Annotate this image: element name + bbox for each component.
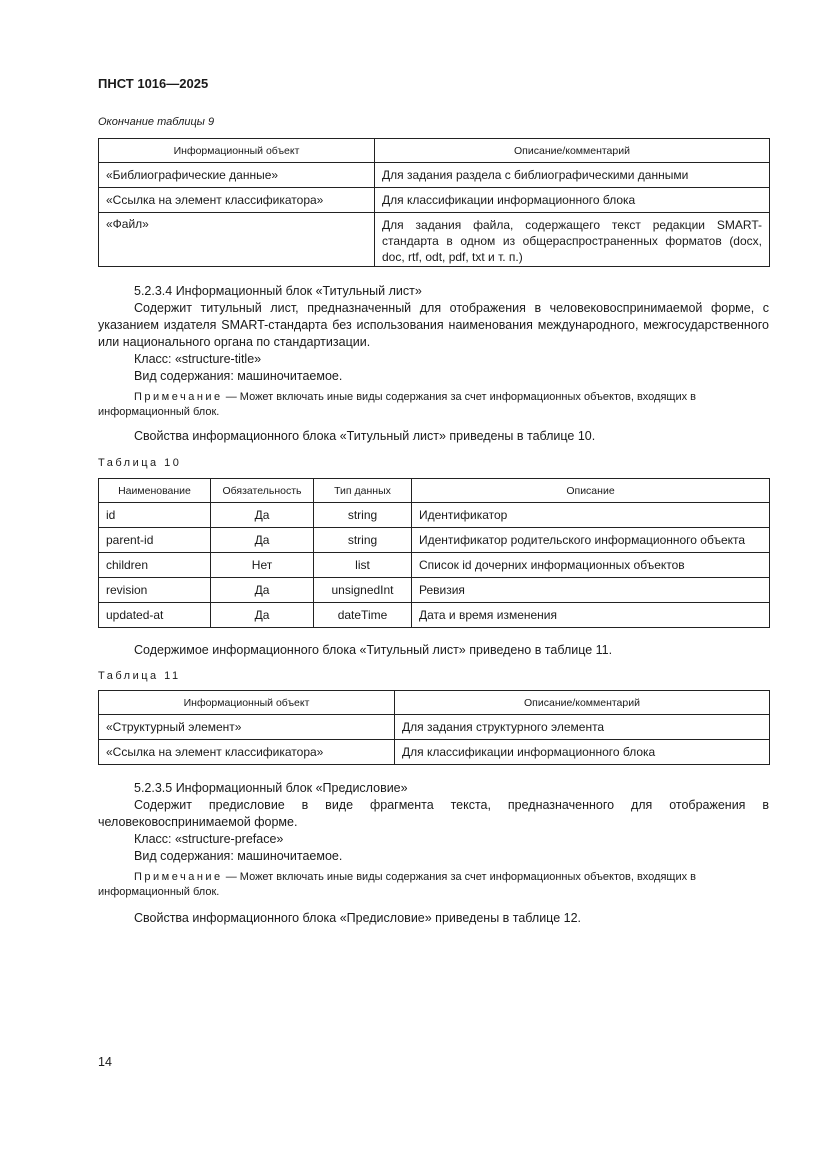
table-header-row xyxy=(99,691,770,715)
table-cell: Для задания раздела с библиографическими данными xyxy=(375,163,770,188)
table10-reference xyxy=(98,428,769,445)
table-cell: «Ссылка на элемент классификатора» xyxy=(99,740,395,765)
section-heading: 5.2.3.4 Информационный блок «Титульный лист» xyxy=(134,284,422,298)
table-cell: Нет xyxy=(211,553,314,578)
class-line: Класс: «structure-preface» xyxy=(134,832,284,846)
table-row xyxy=(99,578,770,603)
table-header-row xyxy=(99,139,770,163)
table-cell: Для задания структурного элемента xyxy=(395,715,770,740)
table-row xyxy=(99,163,770,188)
reference-text: Свойства информационного блока «Предисловие» приведены в таблице 12. xyxy=(134,911,582,925)
table-cell: «Ссылка на элемент классификатора» xyxy=(99,188,375,213)
section-description: Содержит предисловие в виде фрагмента текста, предназначенного для отображения в человековоспринимаемой форме. xyxy=(98,798,769,829)
note-5234 xyxy=(98,390,769,420)
table-11 xyxy=(98,690,770,765)
table-row xyxy=(99,553,770,578)
table11-caption: Таблица 11 xyxy=(98,670,181,682)
note-label: Примечание xyxy=(134,871,223,883)
table-row xyxy=(99,503,770,528)
table-cell: children xyxy=(99,553,211,578)
table9-continuation-label: Окончание таблицы 9 xyxy=(98,116,215,128)
class-line: Класс: «structure-title» xyxy=(134,352,262,366)
table-cell: «Структурный элемент» xyxy=(99,715,395,740)
content-type-line: Вид содержания: машиночитаемое. xyxy=(134,849,343,863)
document-header: ПНСТ 1016—2025 xyxy=(98,76,209,91)
table-cell: Для классификации информационного блока xyxy=(395,740,770,765)
table-header-row xyxy=(99,479,770,503)
table-cell: Да xyxy=(211,528,314,553)
table-cell: list xyxy=(314,553,412,578)
table-cell: Идентификатор родительского информационного объекта xyxy=(412,528,770,553)
table-cell: unsignedInt xyxy=(314,578,412,603)
table-header-cell: Тип данных xyxy=(314,479,412,503)
note-label: Примечание xyxy=(134,391,223,403)
table-cell: Да xyxy=(211,603,314,628)
table-10 xyxy=(98,478,770,628)
table-header-cell: Описание/комментарий xyxy=(395,691,770,715)
table-cell: parent-id xyxy=(99,528,211,553)
table-cell: Для классификации информационного блока xyxy=(375,188,770,213)
table-row xyxy=(99,715,770,740)
table-cell: updated-at xyxy=(99,603,211,628)
note-text: — Может включать иные виды содержания за счет информационных объектов, входящих в информационный блок. xyxy=(98,871,697,898)
table-row xyxy=(99,528,770,553)
page-number: 14 xyxy=(98,1055,112,1069)
section-5235 xyxy=(98,780,769,865)
content-type-line: Вид содержания: машиночитаемое. xyxy=(134,369,343,383)
table-header-cell: Описание/комментарий xyxy=(375,139,770,163)
table11-reference xyxy=(98,642,769,659)
table-header-cell: Наименование xyxy=(99,479,211,503)
table-header-cell: Информационный объект xyxy=(99,691,395,715)
table-row xyxy=(99,188,770,213)
table-cell: Ревизия xyxy=(412,578,770,603)
table-cell: revision xyxy=(99,578,211,603)
reference-text: Свойства информационного блока «Титульный лист» приведены в таблице 10. xyxy=(134,429,596,443)
section-5234 xyxy=(98,283,769,385)
table-cell: Список id дочерних информационных объектов xyxy=(412,553,770,578)
table-cell: Да xyxy=(211,578,314,603)
table-row xyxy=(99,740,770,765)
table-cell: Для задания файла, содержащего текст редакции SMART-стандарта в одном из общераспространенных форматов (docx, doc, rtf, odt, pdf, txt и т. п.) xyxy=(375,213,770,267)
table10-caption: Таблица 10 xyxy=(98,457,182,469)
table-9 xyxy=(98,138,770,267)
table-row xyxy=(99,213,770,267)
reference-text: Содержимое информационного блока «Титульный лист» приведено в таблице 11. xyxy=(134,643,613,657)
note-5235 xyxy=(98,870,769,900)
table-cell: string xyxy=(314,503,412,528)
table-header-cell: Информационный объект xyxy=(99,139,375,163)
table-header-cell: Обязательность xyxy=(211,479,314,503)
table-cell: «Библиографические данные» xyxy=(99,163,375,188)
table-cell: Идентификатор xyxy=(412,503,770,528)
section-heading: 5.2.3.5 Информационный блок «Предисловие» xyxy=(134,781,408,795)
table-cell: Дата и время изменения xyxy=(412,603,770,628)
table-cell: string xyxy=(314,528,412,553)
table-header-cell: Описание xyxy=(412,479,770,503)
table-cell: «Файл» xyxy=(99,213,375,267)
table-cell: dateTime xyxy=(314,603,412,628)
table-cell: Да xyxy=(211,503,314,528)
table-cell: id xyxy=(99,503,211,528)
note-text: — Может включать иные виды содержания за счет информационных объектов, входящих в информационный блок. xyxy=(98,391,697,418)
table-row xyxy=(99,603,770,628)
section-description: Содержит титульный лист, предназначенный для отображения в человековоспринимаемой форме, с указанием издателя SMART-стандарта без использования наименования международного, межгосударственного или национального органа по стандартизации. xyxy=(98,301,769,349)
table12-reference xyxy=(98,910,769,927)
